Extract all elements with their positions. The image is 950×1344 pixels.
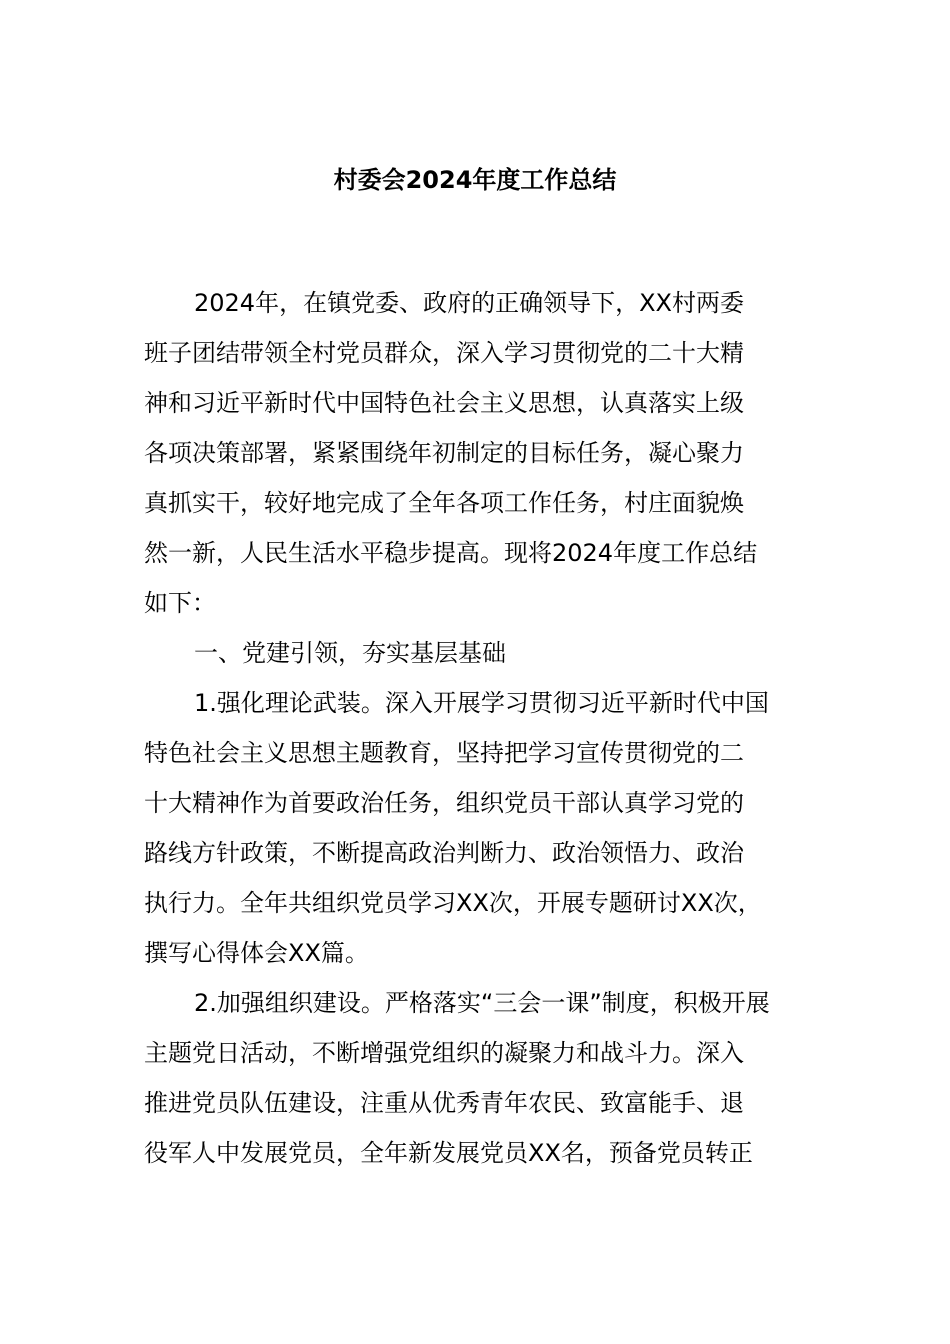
paragraph-item-1-line: 1.强化理论武装。深入开展学习贯彻习近平新时代中国 bbox=[194, 689, 769, 717]
paragraph-intro-line: 然一新，人民生活水平稳步提高。现将2024年度工作总结 bbox=[144, 539, 758, 567]
section-heading: 一、党建引领，夯实基层基础 bbox=[194, 639, 506, 667]
paragraph-item-1-line: 执行力。全年共组织党员学习XX次，开展专题研讨XX次， bbox=[144, 889, 762, 917]
paragraph-item-2-line: 推进党员队伍建设，注重从优秀青年农民、致富能手、退 bbox=[144, 1089, 744, 1117]
paragraph-item-2-line: 主题党日活动，不断增强党组织的凝聚力和战斗力。深入 bbox=[144, 1039, 744, 1067]
document-title: 村委会2024年度工作总结 bbox=[333, 166, 617, 194]
paragraph-item-2-line: 2.加强组织建设。严格落实“三会一课”制度，积极开展 bbox=[194, 989, 770, 1017]
paragraph-item-2-line: 役军人中发展党员，全年新发展党员XX名，预备党员转正 bbox=[144, 1139, 753, 1167]
paragraph-item-1-line: 撰写心得体会XX篇。 bbox=[144, 939, 369, 967]
paragraph-item-1-line: 十大精神作为首要政治任务，组织党员干部认真学习党的 bbox=[144, 789, 744, 817]
paragraph-item-1-line: 特色社会主义思想主题教育，坚持把学习宣传贯彻党的二 bbox=[144, 739, 744, 767]
paragraph-item-1-line: 路线方针政策，不断提高政治判断力、政治领悟力、政治 bbox=[144, 839, 744, 867]
paragraph-intro-line: 如下： bbox=[144, 589, 216, 617]
document-body bbox=[144, 278, 824, 1178]
paragraph-intro-line: 班子团结带领全村党员群众，深入学习贯彻党的二十大精 bbox=[144, 339, 744, 367]
paragraph-intro-line: 真抓实干，较好地完成了全年各项工作任务，村庄面貌焕 bbox=[144, 489, 744, 517]
paragraph-intro-line: 各项决策部署，紧紧围绕年初制定的目标任务，凝心聚力 bbox=[144, 439, 744, 467]
paragraph-intro-line: 2024年，在镇党委、政府的正确领导下，XX村两委 bbox=[194, 289, 744, 317]
paragraph-intro-line: 神和习近平新时代中国特色社会主义思想，认真落实上级 bbox=[144, 389, 744, 417]
